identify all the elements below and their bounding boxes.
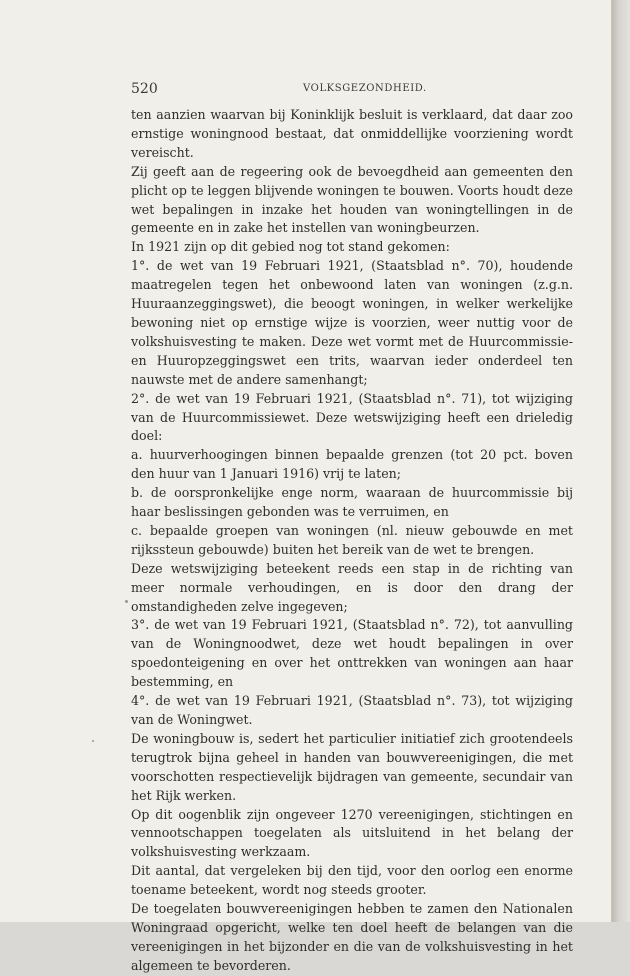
paragraph: Op dit oogenblik zijn ongeveer 1270 vereenigingen, stichtingen en vennootschappen toegelaten als uitsluitend in het belang der volkshuisvesting werkzaam. <box>131 806 573 860</box>
sub-item-b: b. de oorspronkelijke enge norm, waaraan de huurcommissie bij haar beslissingen gebonden was te verruimen, en <box>131 485 573 520</box>
margin-speck <box>125 600 128 603</box>
sub-item-a: a. huurverhoogingen binnen bepaalde grenzen (tot 20 pct. boven den huur van 1 Januari 1916) vrij te laten; <box>131 447 573 482</box>
list-item-law-1: 1°. de wet van 19 Februari 1921, (Staatsblad n°. 70), houdende maatregelen tegen het onbewoond laten van woningen (z.g.n. Huuraanzeggingswet), die beoogt woningen, in welker werkelijke bewoning niet op ernstige wijze is voorzien, weer nuttig voor de volkshuisvesting te maken. Deze wet vormt met de Huurcommissie- en Huuropzeggingswet een trits, waarvan ieder onderdeel ten nauwste met de andere samenhangt; <box>131 258 573 387</box>
list-item-law-2: 2°. de wet van 19 Februari 1921, (Staatsblad n°. 71), tot wijziging van de Huurcommissiewet. Deze wetswijziging heeft een drieledig doel: <box>131 390 573 444</box>
list-item-law-3: 3°. de wet van 19 Februari 1921, (Staatsblad n°. 72), tot aanvulling van de Woningnoodwet, deze wet houdt bepalingen in over spoedonteigening en over het onttrekken van woningen aan haar bestemming, en <box>131 617 573 690</box>
body-text <box>131 106 573 976</box>
paragraph: Zij geeft aan de regeering ook de bevoegdheid aan gemeenten den plicht op te leggen blijvende woningen te bouwen. Voorts houdt deze wet bepalingen in inzake het houden van woningtellingen in de gemeente en in zake het instellen van woningbeurzen. <box>131 163 573 236</box>
paragraph: ten aanzien waarvan bij Koninklijk besluit is verklaard, dat daar zoo ernstige woningnood bestaat, dat onmiddellijke voorziening wordt vereischt. <box>131 107 573 160</box>
paragraph: Deze wetswijziging beteekent reeds een stap in de richting van meer normale verhoudingen, en is door den drang der omstandigheden zelve ingegeven; <box>131 560 573 614</box>
paragraph: In 1921 zijn op dit gebied nog tot stand gekomen: <box>131 239 450 255</box>
paragraph: De toegelaten bouwvereenigingen hebben te zamen den Nationalen Woningraad opgericht, welke ten doel heeft de belangen van die vereenigingen in het bijzonder en die van de volkshuisvesting in het algemeen te bevorderen. <box>131 901 573 973</box>
page-header <box>131 81 571 99</box>
page-edge-shadow <box>612 0 630 922</box>
page-number: 520 <box>131 81 158 97</box>
list-item-law-4: 4°. de wet van 19 Februari 1921, (Staatsblad n°. 73), tot wijziging van de Woningwet. <box>131 693 573 727</box>
paragraph: Dit aantal, dat vergeleken bij den tijd, voor den oorlog een enorme toename beteekent, wordt nog steeds grooter. <box>131 863 573 898</box>
running-title: VOLKSGEZONDHEID. <box>303 83 427 94</box>
margin-speck <box>92 740 94 742</box>
paragraph: De woningbouw is, sedert het particulier initiatief zich grootendeels terugtrok bijna geheel in handen van bouwvereenigingen, die met voorschotten respectievelijk bijdragen van gemeente, secundair van het Rijk werken. <box>131 730 573 803</box>
sub-item-c: c. bepaalde groepen van woningen (nl. nieuw gebouwde en met rijkssteun gebouwde) buiten het bereik van de wet te brengen. <box>131 522 573 557</box>
